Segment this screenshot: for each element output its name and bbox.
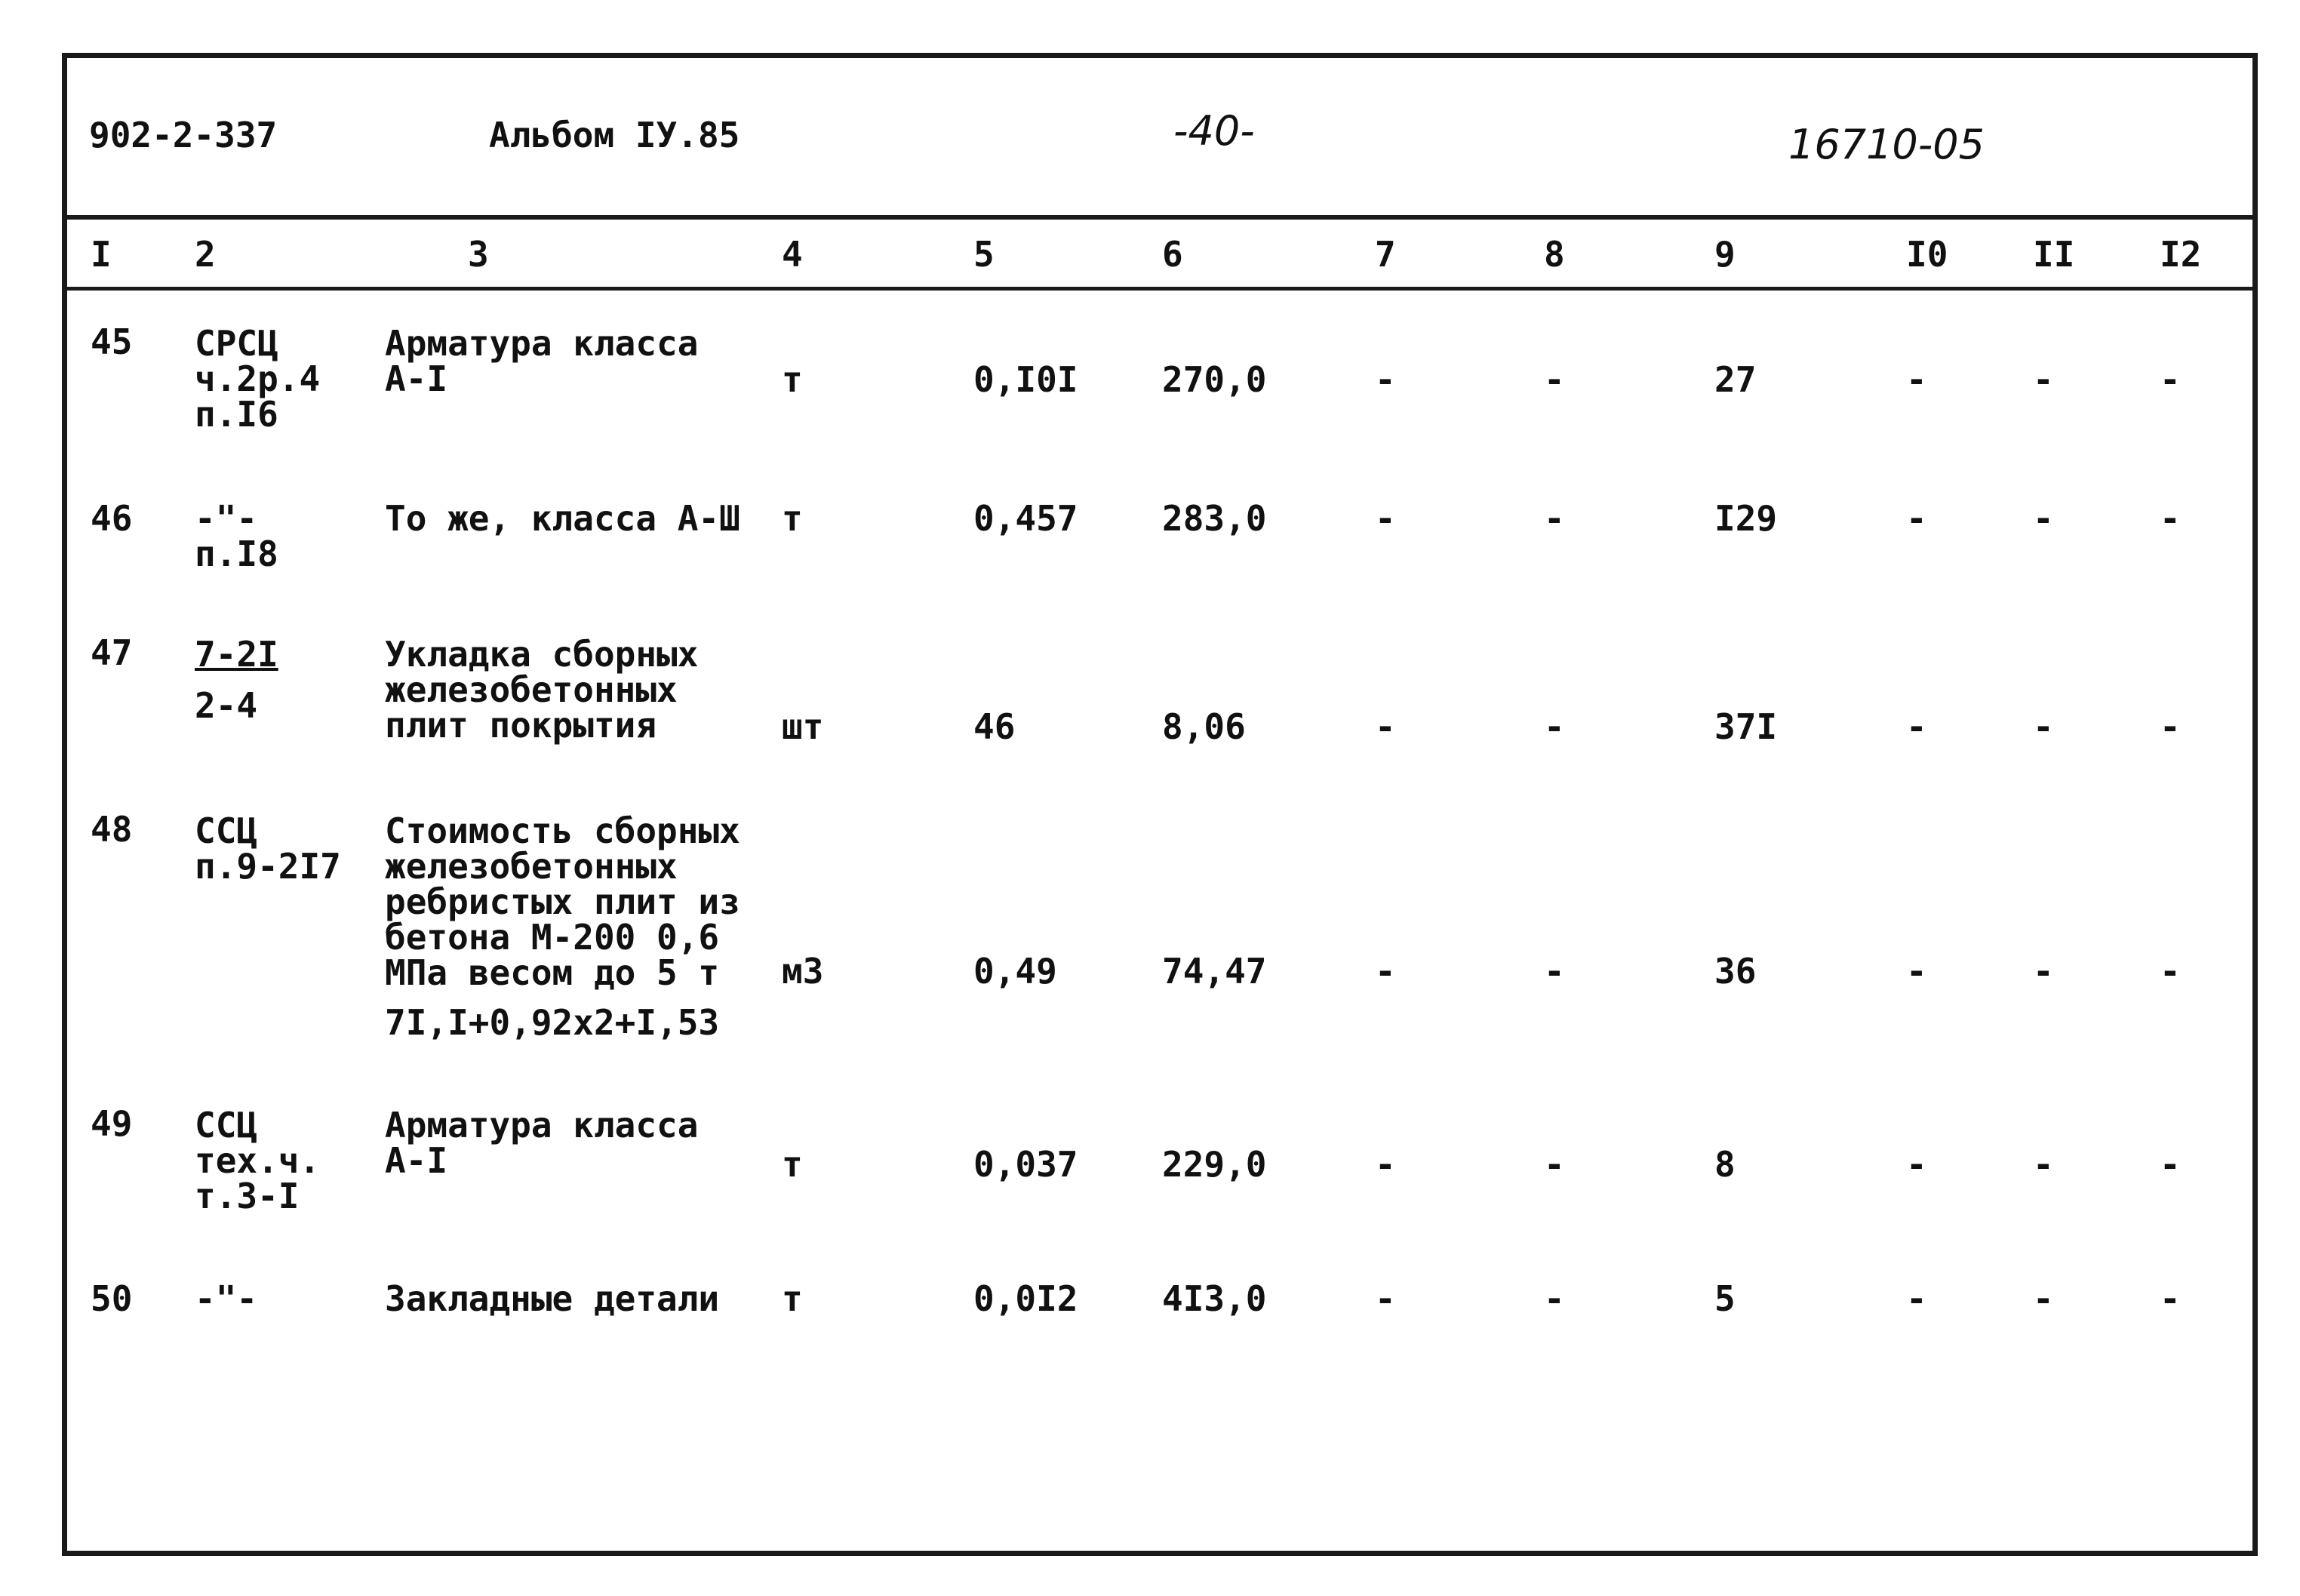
cell-col-11: -: [2033, 951, 2054, 992]
cell-col-8: -: [1544, 1144, 1565, 1185]
column-header-divider: [62, 287, 2258, 291]
album-label: Альбом IУ.85: [489, 115, 740, 155]
unit-price: 4I3,0: [1162, 1278, 1267, 1319]
price-reference: 7-2I: [195, 634, 278, 675]
unit: т: [782, 498, 803, 539]
quantity: 46: [973, 706, 1016, 747]
header-divider: [62, 215, 2258, 220]
calculation-formula: 7I,I+0,92x2+I,53: [385, 1002, 720, 1043]
row-number: 47: [91, 632, 133, 673]
cell-col-7: -: [1375, 359, 1396, 400]
item-description: Стоимость сборных железобетонных ребристых плит из бетона М-200 0,6 МПа весом до 5 т: [385, 810, 740, 993]
unit-price: 283,0: [1162, 498, 1267, 539]
cell-col-7: -: [1375, 498, 1396, 539]
price-reference: ССЦ тех.ч. т.3-I: [195, 1105, 321, 1216]
cell-col-12: -: [2160, 706, 2181, 747]
item-description: Арматура класса А-I: [385, 1105, 699, 1181]
column-header: I2: [2160, 234, 2202, 275]
cell-col-10: -: [1906, 951, 1927, 992]
quantity: 0,0I2: [973, 1278, 1078, 1319]
item-description: Закладные детали: [385, 1278, 720, 1319]
cell-col-8: -: [1544, 951, 1565, 992]
unit-price: 74,47: [1162, 951, 1267, 992]
cell-col-11: -: [2033, 1144, 2054, 1185]
cell-col-11: -: [2033, 706, 2054, 747]
row-number: 50: [91, 1278, 133, 1319]
unit: т: [782, 1144, 803, 1185]
unit-price: 270,0: [1162, 359, 1267, 400]
column-header: 5: [973, 234, 995, 275]
stamp-number: 16710-05: [1788, 121, 1985, 168]
cell-col-8: -: [1544, 498, 1565, 539]
row-number: 48: [91, 809, 133, 850]
price-reference: ССЦ п.9-2I7: [195, 810, 341, 887]
total-cost: I29: [1714, 498, 1778, 539]
item-description: Укладка сборных железобетонных плит покрытия: [385, 634, 699, 746]
row-number: 45: [91, 321, 133, 362]
row-number: 46: [91, 498, 133, 539]
unit: шт: [782, 706, 824, 747]
unit: м3: [782, 951, 824, 992]
cell-col-12: -: [2160, 359, 2181, 400]
total-cost: 27: [1714, 359, 1757, 400]
total-cost: 37I: [1714, 706, 1778, 747]
cell-col-10: -: [1906, 706, 1927, 747]
column-header: I: [91, 234, 112, 275]
unit: т: [782, 359, 803, 400]
cell-col-11: -: [2033, 1278, 2054, 1319]
column-header: 2: [195, 234, 216, 275]
total-cost: 8: [1714, 1144, 1736, 1185]
quantity: 0,49: [973, 951, 1057, 992]
cell-col-12: -: [2160, 1278, 2181, 1319]
cell-col-8: -: [1544, 359, 1565, 400]
unit-price: 8,06: [1162, 706, 1246, 747]
cell-col-10: -: [1906, 498, 1927, 539]
quantity: 0,457: [973, 498, 1078, 539]
cell-col-7: -: [1375, 1144, 1396, 1185]
document-code: 902-2-337: [89, 115, 278, 155]
cell-col-8: -: [1544, 706, 1565, 747]
item-description: То же, класса А-Ш: [385, 498, 740, 539]
column-header: 9: [1714, 234, 1736, 275]
row-number: 49: [91, 1103, 133, 1144]
cell-col-12: -: [2160, 951, 2181, 992]
column-header: 6: [1162, 234, 1183, 275]
price-reference-subline: 2-4: [195, 685, 258, 726]
column-header: 4: [782, 234, 803, 275]
total-cost: 36: [1714, 951, 1757, 992]
column-header: 8: [1544, 234, 1565, 275]
column-header: 3: [468, 234, 489, 275]
price-reference: СРСЦ ч.2р.4 п.I6: [195, 323, 321, 435]
page-frame: [62, 53, 2258, 1556]
column-header: I0: [1906, 234, 1948, 275]
cell-col-12: -: [2160, 498, 2181, 539]
item-description: Арматура класса А-I: [385, 323, 699, 399]
price-reference: -"- п.I8: [195, 498, 278, 574]
quantity: 0,I0I: [973, 359, 1078, 400]
cell-col-10: -: [1906, 359, 1927, 400]
column-header: II: [2033, 234, 2075, 275]
cell-col-10: -: [1906, 1144, 1927, 1185]
cell-col-11: -: [2033, 359, 2054, 400]
cell-col-7: -: [1375, 1278, 1396, 1319]
page-number: -40-: [1173, 107, 1255, 155]
price-reference: -"-: [195, 1278, 258, 1319]
cell-col-12: -: [2160, 1144, 2181, 1185]
cell-col-7: -: [1375, 706, 1396, 747]
unit: т: [782, 1278, 803, 1319]
cell-col-11: -: [2033, 498, 2054, 539]
cell-col-7: -: [1375, 951, 1396, 992]
unit-price: 229,0: [1162, 1144, 1267, 1185]
total-cost: 5: [1714, 1278, 1736, 1319]
quantity: 0,037: [973, 1144, 1078, 1185]
cell-col-8: -: [1544, 1278, 1565, 1319]
column-header: 7: [1375, 234, 1396, 275]
cell-col-10: -: [1906, 1278, 1927, 1319]
